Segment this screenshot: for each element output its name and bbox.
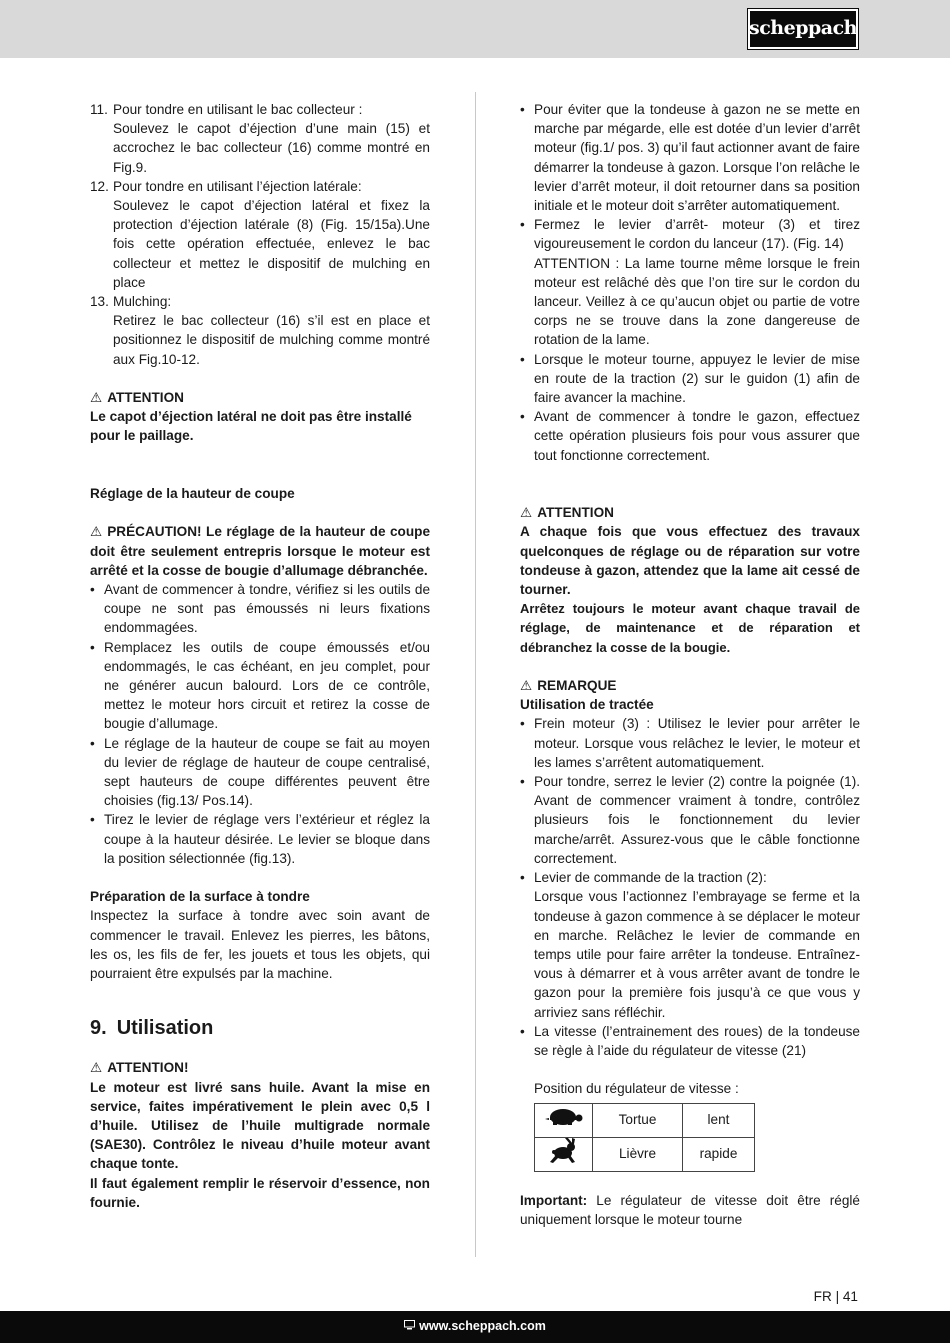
important-text: Le régulateur de vitesse doit être réglé uniquement lorsque le moteur tourne (520, 1192, 860, 1227)
list-item: • Avant de commencer à tondre, vérifiez si les outils de coupe ne sont pas émoussés ni leurs fixations endommagées. (90, 580, 430, 638)
right-column (520, 100, 860, 1229)
warning-icon: ⚠ (90, 390, 103, 406)
warning-icon: ⚠ (90, 524, 103, 540)
footer-bar (0, 1311, 950, 1343)
attention-heading (90, 388, 430, 407)
remarque-title: REMARQUE (537, 678, 617, 694)
precaution-text (90, 522, 430, 580)
speed-name: Lièvre (593, 1137, 683, 1171)
attention-title: ATTENTION (107, 390, 184, 406)
list-item: • Lorsque le moteur tourne, appuyez le levier de mise en route de la traction (2) sur le guidon (1) afin de faire avancer la machine. (520, 350, 860, 408)
remarque-heading (520, 676, 860, 695)
paragraph: Inspectez la surface à tondre avec soin avant de commencer le travail. Enlevez les pierres, les bâtons, les os, les fils de fer, les jouets et tous les objets, qui pourraient être expulsés par la machine. (90, 908, 430, 982)
column-divider (475, 92, 476, 1257)
attention-note: ATTENTION : La lame tourne même lorsque le frein moteur est relâché dès que l’on tire sur le cordon du lanceur. Veillez à ce qu’aucun objet ou partie de votre corps ne se trouve dans la zone dangereuse de rotation de la lame. (534, 255, 860, 348)
page-number (814, 1287, 858, 1306)
speed-value: rapide (683, 1137, 755, 1171)
item-number: 13. (90, 294, 109, 310)
chapter-heading (90, 1016, 430, 1040)
table-caption: Position du régulateur de vitesse : (534, 1081, 739, 1097)
chapter-number: 9. (90, 1017, 107, 1040)
item-number: 11. (90, 102, 108, 117)
left-column (90, 100, 430, 1212)
list-item (90, 292, 430, 369)
attention-text: Le moteur est livré sans huile. Avant la mise en service, faites impérativement le plein avec 0,5 l d’huile. Utilisez de l’huile multigrade normale (SAE30). Contrôlez le niveau d’huile moteur avant chaque tonte. (90, 1079, 430, 1172)
page-language: FR (813, 1289, 832, 1304)
list-item: • Fermez le levier d’arrêt- moteur (3) et tirez vigoureusement le cordon du lanceur (17). (Fig. 14) (520, 215, 860, 253)
website-link[interactable]: www.scheppach.com (419, 1319, 546, 1334)
section-heading: Préparation de la surface à tondre (90, 889, 310, 905)
speed-name: Tortue (593, 1103, 683, 1137)
chapter-title: Utilisation (116, 1017, 214, 1040)
warning-icon: ⚠ (520, 678, 533, 694)
attention-title: ATTENTION! (107, 1060, 189, 1076)
item-lead: Pour tondre en utilisant le bac collecteur : (113, 102, 363, 117)
list-item: • Le réglage de la hauteur de coupe se fait au moyen du levier de réglage de hauteur de coupe centralisé, sept hauteurs de coupe différentes peuvent être choisies (fig.13/ Pos.14). (90, 734, 430, 811)
attention-heading (90, 1058, 430, 1077)
item-lead: Pour tondre en utilisant l’éjection latérale: (113, 178, 362, 194)
attention-text: Arrêtez toujours le moteur avant chaque travail de réglage, de maintenance et de réparation et débranchez la cosse de la bougie. (520, 601, 860, 655)
important-note (520, 1191, 860, 1229)
hare-icon (535, 1137, 593, 1171)
remarque-subtitle: Utilisation de tractée (520, 697, 654, 713)
header-bar (0, 0, 950, 58)
list-item: • Frein moteur (3) : Utilisez le levier pour arrêter le moteur. Lorsque vous relâchez le levier, le moteur et les lames s’arrêtent automatiquement. (520, 714, 860, 772)
table-row (535, 1137, 755, 1171)
attention-text: A chaque fois que vous effectuez des travaux quelconques de réglage ou de réparation sur votre tondeuse à gazon, attendez que la lame ait cessé de tourner. (520, 524, 860, 598)
attention-text: Il faut également remplir le réservoir d’essence, non fournie. (90, 1175, 430, 1210)
precaution-body: PRÉCAUTION! Le réglage de la hauteur de coupe doit être seulement entrepris lorsque le moteur est arrêté et la cosse de bougie d’allumage débranchée. (90, 524, 430, 578)
important-label: Important: (520, 1192, 588, 1208)
list-item: • Pour éviter que la tondeuse à gazon ne se mette en marche par mégarde, elle est dotée d’un levier d’arrêt moteur (fig.1/ pos. 3) qu’il faut actionner avant de faire démarrer la tondeuse à gazon. Lorsque l’on relâche le levier d’arrêt moteur, il doit retourner dans sa position initiale et le moteur doit s’arrêter automatiquement. (520, 100, 860, 215)
item-body: Soulevez le capot d’éjection latéral et fixez la protection d’éjection latérale (8) (Fig. 15/15a).Une fois cette opération effectuée, enlevez le bac collecteur et mettez le dispositif de mulching en place (113, 198, 430, 290)
list-item: • Remplacez les outils de coupe émoussés et/ou endommagés, le cas échéant, en jeu complet, pour ne générer aucun balourd. Lors de ce contrôle, mettez le moteur hors circuit et retirez la cosse de bougie d’allumage. (90, 638, 430, 734)
scheppach-logo: scheppach (748, 9, 858, 49)
attention-text: pour le paillage. (90, 428, 194, 444)
list-item: • Avant de commencer à tondre le gazon, effectuez cette opération plusieurs fois pour vous assurer que tout fonctionne correctement. (520, 407, 860, 465)
attention-heading (520, 503, 860, 522)
item-lead: Mulching: (113, 294, 172, 310)
speed-value: lent (683, 1103, 755, 1137)
list-item: • Levier de commande de la traction (2): (520, 868, 860, 887)
monitor-icon (404, 1317, 415, 1336)
warning-icon: ⚠ (90, 1060, 103, 1076)
item-body: Soulevez le capot d’éjection d’une main (15) et accrochez le bac collecteur (16) comme montré en Fig.9. (113, 121, 430, 175)
list-item: • La vitesse (l’entrainement des roues) de la tondeuse se règle à l’aide du régulateur de vitesse (21) (520, 1022, 860, 1060)
turtle-icon (535, 1103, 593, 1137)
paragraph: Lorsque vous l’actionnez l’embrayage se ferme et la tondeuse à gazon commence à se déplacer le moteur en marche. Relâchez le levier de commande en temps utile pour faire arrêter la tondeuse. Entraînez-vous à démarrer et à vous arrêter avant de tondre le gazon pour la première fois jusqu’à ce que vous y arriviez sans réfléchir. (534, 889, 860, 1020)
section-heading: Réglage de la hauteur de coupe (90, 486, 295, 502)
table-row (535, 1103, 755, 1137)
list-item (90, 177, 430, 292)
list-item: • Pour tondre, serrez le levier (2) contre la poignée (1). Avant de commencer vraiment à tondre, contrôlez plusieurs fois le fonctionnement du levier marche/arrêt. Assurez-vous que le câble fonctionne correctement. (520, 772, 860, 868)
item-body: Retirez le bac collecteur (16) s’il est en place et positionnez le dispositif de mulching comme montré aux Fig.10-12. (113, 313, 430, 367)
attention-text: Le capot d’éjection latéral ne doit pas être installé (90, 409, 412, 425)
speed-table (534, 1103, 755, 1172)
item-number: 12. (90, 178, 109, 194)
warning-icon: ⚠ (520, 505, 533, 521)
list-item (90, 100, 430, 177)
attention-title: ATTENTION (537, 505, 614, 521)
page-separator: | (835, 1289, 840, 1304)
list-item: • Tirez le levier de réglage vers l’extérieur et réglez la coupe à la hauteur désirée. Le levier se bloque dans la position sélectionnée (fig.13). (90, 810, 430, 868)
page-number-value: 41 (842, 1289, 858, 1304)
